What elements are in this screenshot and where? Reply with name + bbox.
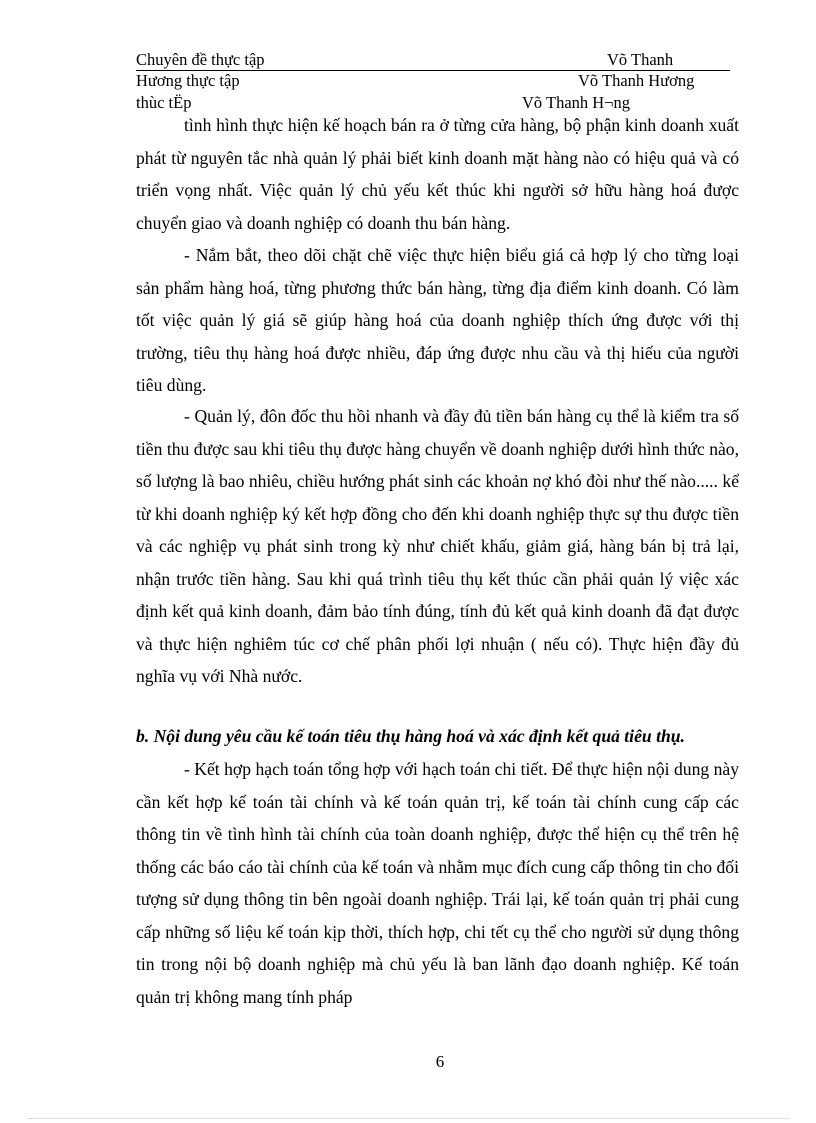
paragraph-sales-plan: tình hình thực hiện kế hoạch bán ra ở từng cửa hàng, bộ phận kinh doanh xuất phát từ nguyên tắc nhà quản lý phải biết kinh doanh mặt hàng nào có hiệu quả và có triển vọng nhất. Việc quản lý chủ yếu kết thúc khi người sở hữu hàng hoá được chuyển giao và doanh nghiệp có doanh thu bán hàng. [136,115,739,233]
header-line3-right: Võ Thanh H¬ng [522,93,630,112]
paragraph-collection-management: - Quản lý, đôn đốc thu hồi nhanh và đầy đủ tiền bán hàng cụ thể là kiểm tra số tiền thu được sau khi tiêu thụ được hàng chuyển về doanh nghiệp dưới hình thức nào, số lượng là bao nhiêu, chiều hướng phát sinh các khoản nợ khó đòi như thế nào..... kể từ khi doanh nghiệp ký kết hợp đồng cho đến khi doanh nghiệp thực sự thu được tiền và các nghiệp vụ phát sinh trong kỳ như chiết khấu, giảm giá, hàng bán bị trả lại, nhận trước tiền hàng. Sau khi quá trình tiêu thụ kết thúc cần phải quản lý việc xác định kết quả kinh doanh, đảm bảo tính đúng, tính đủ kết quả kinh doanh đã đạt được và thực hiện nghiêm túc cơ chế phân phối lợi nhuận ( nếu có). Thực hiện đầy đủ nghĩa vụ với Nhà nước. [136,406,739,686]
page-bottom-border [28,1118,788,1119]
section-heading-b: b. Nội dung yêu cầu kế toán tiêu thụ hàng hoá và xác định kết quả tiêu thụ. [136,726,685,746]
header-line3-left: thùc tËp [136,93,192,112]
header-title-left: Chuyên đề thực tập [136,50,265,69]
paragraph-price-management: - Nắm bắt, theo dõi chặt chẽ việc thực hiện biểu giá cả hợp lý cho từng loại sản phẩm hàng hoá, từng phương thức bán hàng, từng địa điểm kinh doanh. Có làm tốt việc quản lý giá sẽ giúp hàng hoá của doanh nghiệp thích ứng được với thị trường, tiêu thụ hàng hoá được nhiều, đáp ứng được nhu cầu và thị hiếu của người tiêu dùng. [136,245,739,395]
header-author-right: Võ Thanh [607,50,674,69]
paragraph-combined-accounting: - Kết hợp hạch toán tổng hợp với hạch toán chi tiết. Để thực hiện nội dung này cần kết hợp kế toán tài chính và kế toán quản trị, kế toán tài chính cung cấp các thông tin về tình hình tài chính của toàn doanh nghiệp, được thể hiện cụ thể trên hệ thống các báo cáo tài chính của kế toán và nhằm mục đích cung cấp thông tin cho đối tượng sử dụng thông tin bên ngoài doanh nghiệp. Trái lại, kế toán quản trị phải cung cấp những số liệu kế toán kịp thời, thích hợp, chi tết cụ thể cho người sử dụng thông tin trong nội bộ doanh nghiệp mà chủ yếu là ban lãnh đạo doanh nghiệp. Kế toán quản trị không mang tính pháp [136,759,739,1007]
header-line2-right: Võ Thanh Hương [578,71,695,90]
header-line2-left: Hương thực tập [136,71,240,90]
page-number: 6 [435,1052,445,1071]
